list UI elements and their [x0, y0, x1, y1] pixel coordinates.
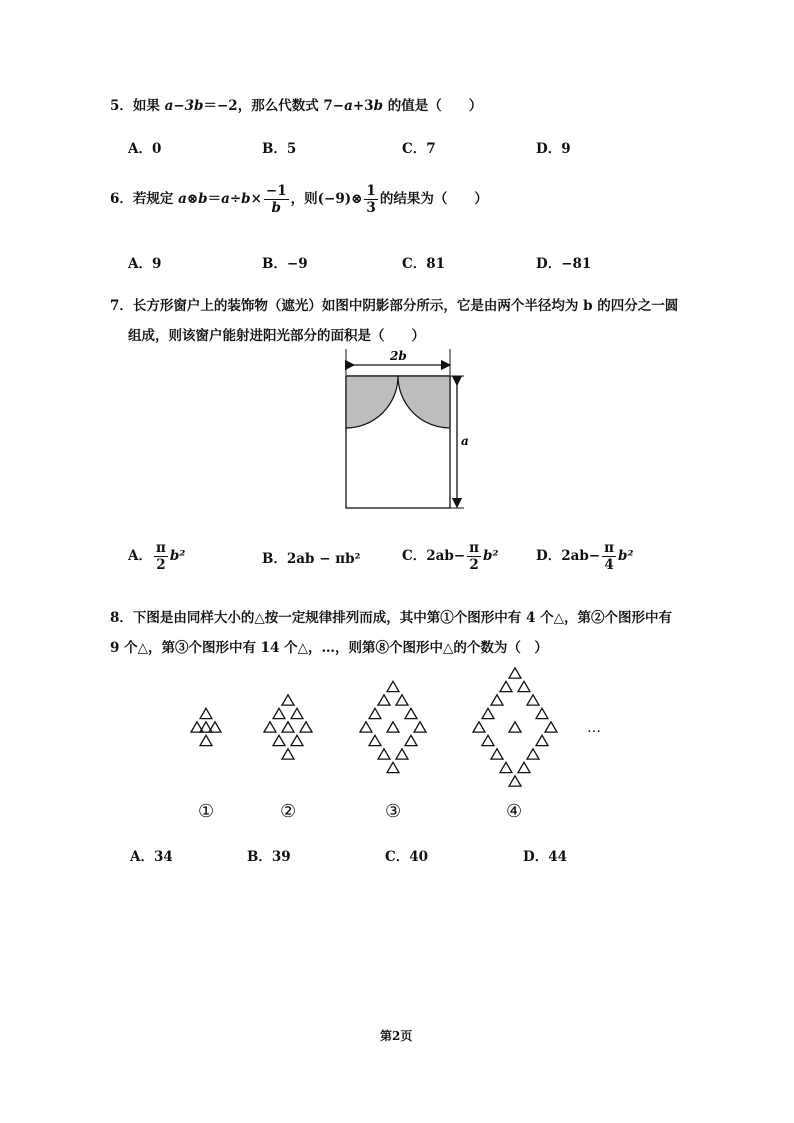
q8-label-2: ②	[280, 801, 297, 822]
pattern-2-triangle-1	[273, 708, 285, 718]
pattern-3-triangle-10	[396, 749, 408, 759]
q6-fraction-1: $\frac{-1}{b}$	[265, 183, 287, 216]
q8-option-c: C．40	[385, 849, 429, 865]
pattern-3-triangle-7	[369, 735, 381, 745]
q8-triangle-patterns	[170, 655, 630, 815]
pattern-4-triangle-9	[482, 735, 494, 745]
pattern-4-triangle-8	[545, 722, 557, 732]
pattern-3-triangle-6	[414, 722, 426, 732]
q7-side-label: a	[461, 434, 469, 448]
q8-option-b: B．39	[247, 849, 291, 865]
pattern-3-triangle-5	[360, 722, 372, 732]
pattern-4-triangle-1	[500, 681, 512, 691]
q8-option-d: D．44	[523, 849, 567, 865]
q7-stem-line2: 组成，则该窗户能射进阳光部分的面积是（ ）	[128, 328, 425, 344]
pattern-3-triangle-8	[405, 735, 417, 745]
pattern-1-triangle-3	[200, 735, 212, 745]
q7-option-c: C．2ab− $\frac{\pi}{2}$ b²	[402, 540, 499, 573]
q5-option-b: B．5	[262, 141, 297, 157]
pattern-2-triangle-4	[300, 722, 312, 732]
q8-label-3: ③	[385, 801, 402, 822]
q7-option-d: D．2ab− $\frac{\pi}{4}$ b²	[536, 540, 634, 573]
q5-option-c: C．7	[402, 141, 436, 157]
pattern-4-triangle-6	[536, 708, 548, 718]
pattern-2-triangle-0	[282, 695, 294, 705]
pattern-4-triangle-5	[482, 708, 494, 718]
pattern-4-triangle-0	[509, 668, 521, 678]
pattern-3-triangle-1	[378, 695, 390, 705]
pattern-4-triangle-16	[509, 722, 521, 732]
q8-stem-line2: 9 个△，第③个图形中有 14 个△，…，则第⑧个图形中△的个数为（ ）	[110, 640, 548, 656]
q7-option-a: A． $\frac{\pi}{2}$ b²	[128, 540, 186, 573]
pattern-3-triangle-2	[396, 695, 408, 705]
pattern-4-triangle-11	[491, 749, 503, 759]
q7-stem-line1: 7．长方形窗户上的装饰物（遮光）如图中阴影部分所示，它是由两个半径均为 b 的四分之一圆	[110, 298, 679, 314]
pattern-4-triangle-14	[518, 762, 530, 772]
q5-option-d: D．9	[536, 141, 571, 157]
q6-option-d: D．−81	[536, 256, 592, 272]
pattern-3-triangle-11	[387, 762, 399, 772]
q8-label-1: ①	[198, 801, 215, 822]
pattern-4-triangle-3	[491, 695, 503, 705]
page-number: 第2页	[380, 1029, 413, 1043]
pattern-3-triangle-3	[369, 708, 381, 718]
pattern-4-triangle-12	[527, 749, 539, 759]
pattern-3-triangle-9	[378, 749, 390, 759]
pattern-4-triangle-7	[473, 722, 485, 732]
pattern-2-triangle-5	[273, 735, 285, 745]
q8-label-4: ④	[506, 801, 523, 822]
pattern-2-triangle-6	[291, 735, 303, 745]
q6-option-c: C．81	[402, 256, 446, 272]
pattern-4-triangle-15	[509, 776, 521, 786]
pattern-3-triangle-12	[387, 722, 399, 732]
pattern-4-triangle-10	[536, 735, 548, 745]
q6-option-a: A．9	[128, 256, 162, 272]
q7-top-label: 2b	[390, 349, 407, 363]
q5-stem: 5．如果 a−3b＝−2，那么代数式 7−a+3b 的值是（ ）	[110, 98, 483, 114]
q7-window-figure	[330, 345, 480, 515]
q6-option-b: B．−9	[262, 256, 308, 272]
pattern-2-triangle-2	[291, 708, 303, 718]
q8-stem-line1: 8．下图是由同样大小的△按一定规律排列而成，其中第①个图形中有 4 个△，第②个图形中有	[110, 610, 672, 626]
q8-option-a: A．34	[130, 849, 173, 865]
q5-option-a: A．0	[128, 141, 162, 157]
pattern-2-triangle-8	[282, 722, 294, 732]
pattern-3-triangle-4	[405, 708, 417, 718]
q7-option-b: B．2ab − πb²	[262, 551, 361, 567]
q6-stem: 6．若规定 a⊗b＝a÷b× $\frac{-1}{b}$ ，则(−9)⊗ $\frac{1}{3}$ 的结果为（ ）	[110, 183, 488, 216]
pattern-4-triangle-2	[518, 681, 530, 691]
q8-ellipsis: …	[587, 720, 601, 736]
pattern-2-triangle-3	[264, 722, 276, 732]
pattern-4-triangle-13	[500, 762, 512, 772]
pattern-3-triangle-0	[387, 681, 399, 691]
pattern-4-triangle-4	[527, 695, 539, 705]
q6-fraction-2: $\frac{1}{3}$	[366, 183, 376, 216]
pattern-2-triangle-7	[282, 749, 294, 759]
pattern-1-triangle-0	[200, 708, 212, 718]
